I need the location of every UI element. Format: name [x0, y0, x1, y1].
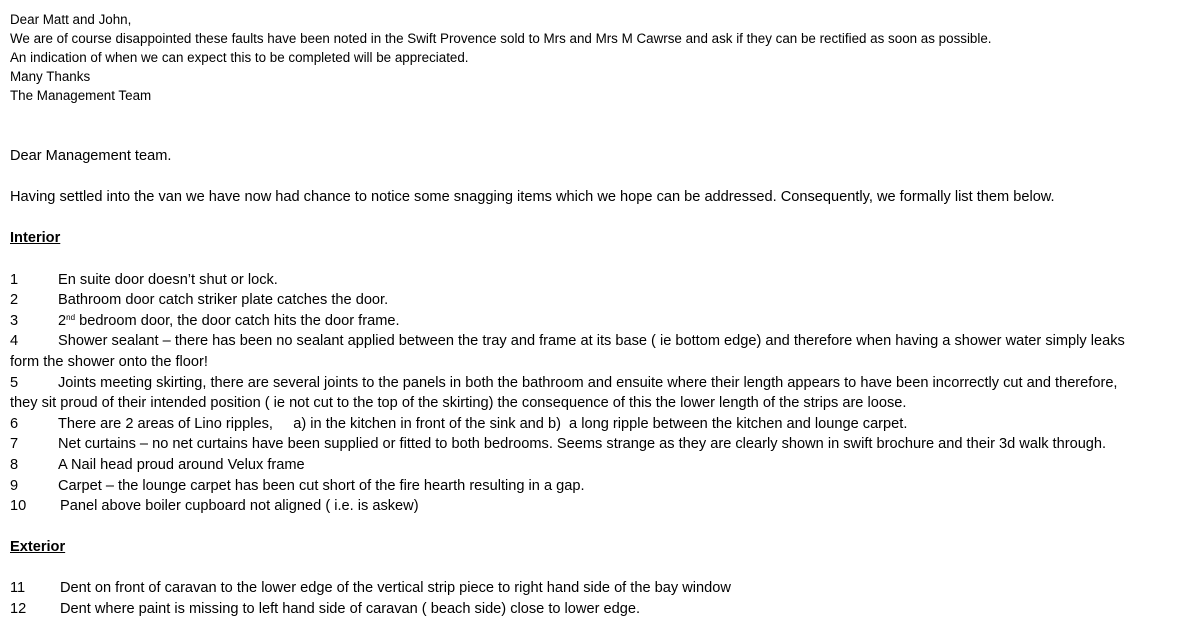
reply-salutation: Dear Matt and John, — [10, 12, 132, 27]
list-item — [10, 578, 1180, 599]
exterior-heading: Exterior — [10, 539, 66, 556]
item-number: 1 — [10, 271, 19, 288]
list-item — [10, 434, 1180, 455]
item-text-continuation: form the shower onto the floor! — [10, 353, 208, 370]
list-item — [10, 331, 1180, 352]
item-number: 11 — [10, 580, 26, 597]
item-text: Bathroom door catch striker plate catches the door. — [58, 292, 389, 309]
interior-heading: Interior — [10, 230, 61, 247]
item-number: 8 — [10, 456, 19, 473]
list-item — [10, 496, 1180, 517]
letter-intro: Having settled into the van we have now had chance to notice some snagging items which we hope can be addressed. Consequently, we formally list them below. — [10, 189, 1055, 206]
list-item — [10, 414, 1180, 435]
item-text: Carpet – the lounge carpet has been cut short of the fire hearth resulting in a gap. — [58, 477, 585, 494]
item-text-rest: bedroom door, the door catch hits the door frame. — [75, 312, 400, 329]
item-text: A Nail head proud around Velux frame — [58, 456, 305, 473]
item-number: 9 — [10, 477, 19, 494]
interior-list — [10, 270, 1180, 517]
list-item — [10, 476, 1180, 497]
item-number: 3 — [10, 312, 19, 329]
reply-block — [10, 10, 1180, 105]
snagging-letter — [10, 146, 1180, 620]
item-ordinal-suffix: nd — [66, 312, 76, 322]
list-item — [10, 373, 1180, 394]
item-number: 4 — [10, 333, 19, 350]
item-text: Dent on front of caravan to the lower edge of the vertical strip piece to right hand side of the bay window — [60, 580, 731, 597]
item-number: 6 — [10, 415, 19, 432]
item-number: 10 — [10, 498, 27, 515]
item-text-continuation: they sit proud of their intended position ( ie not cut to the top of the skirting) the consequence of this the lower length of the strips are loose. — [10, 395, 907, 412]
reply-signoff: Many Thanks — [10, 69, 91, 84]
item-number: 7 — [10, 436, 19, 453]
list-item — [10, 311, 1180, 332]
item-number: 12 — [10, 601, 27, 618]
exterior-list — [10, 578, 1180, 619]
item-text: There are 2 areas of Lino ripples, a) in the kitchen in front of the sink and b) a long ripple between the kitchen and lounge carpet. — [58, 415, 908, 432]
list-item — [10, 455, 1180, 476]
reply-signature: The Management Team — [10, 88, 152, 103]
item-text: Net curtains – no net curtains have been supplied or fitted to both bedrooms. Seems strange as they are clearly shown in swift brochure and their 3d walk through. — [58, 436, 1107, 453]
reply-body-line: An indication of when we can expect this to be completed will be appreciated. — [10, 50, 469, 65]
item-number: 5 — [10, 374, 19, 391]
letter-greeting: Dear Management team. — [10, 148, 172, 164]
reply-body-line: We are of course disappointed these faults have been noted in the Swift Provence sold to Mrs and Mrs M Cawrse and ask if they can be rectified as soon as possible. — [10, 31, 992, 46]
list-item — [10, 270, 1180, 291]
item-text: Shower sealant – there has been no sealant applied between the tray and frame at its base ( ie bottom edge) and therefore when having a shower water simply leaks — [58, 333, 1125, 350]
reply-email — [10, 10, 1180, 105]
item-ordinal: 2 — [58, 312, 67, 329]
item-text: Joints meeting skirting, there are several joints to the panels in both the bathroom and ensuite where their length appears to have been incorrectly cut and therefore, — [58, 374, 1118, 391]
item-number: 2 — [10, 292, 19, 309]
item-text: En suite door doesn’t shut or lock. — [58, 271, 278, 288]
list-item — [10, 599, 1180, 620]
item-text: Dent where paint is missing to left hand side of caravan ( beach side) close to lower edge. — [60, 601, 641, 618]
list-item — [10, 290, 1180, 311]
item-text: Panel above boiler cupboard not aligned ( i.e. is askew) — [60, 498, 419, 515]
item-text — [58, 311, 1180, 332]
